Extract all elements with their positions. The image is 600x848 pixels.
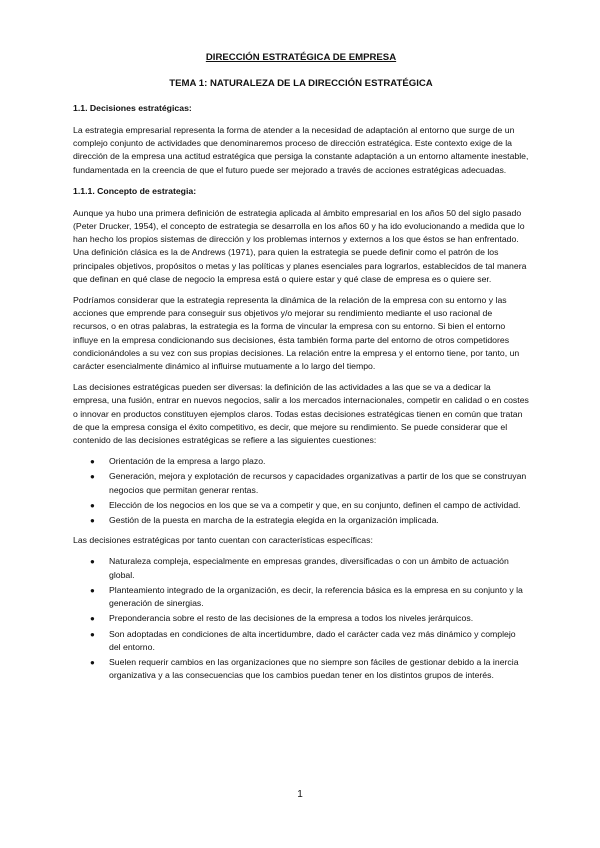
document-title: DIRECCIÓN ESTRATÉGICA DE EMPRESA — [205, 52, 397, 63]
concept-paragraph-2: Podríamos considerar que la estrategia representa la dinámica de la relación de la empresa con su entorno y las acciones que emprende para conseguir sus objetivos y/o mejorar su rendimiento mediante el uso racional de recursos, o en otras palabras, la estrategia es la forma de vincular la empresa con su entorno. Si bien el entorno influye en la empresa condicionando sus decisiones, ésta también forma parte del entorno de otros competidores condicionándoles a su vez con sus propias decisiones. La relación entre la empresa y el entorno tiene, por tanto, un carácter esencialmente dinámico al influirse mutuamente a lo largo del tiempo. — [73, 295, 520, 372]
list-item — [73, 628, 529, 654]
bullet-icon: ● — [90, 516, 95, 526]
document-page — [73, 52, 529, 689]
list-item-text: Preponderancia sobre el resto de las decisiones de la empresa a todos los niveles jerárquicos. — [109, 613, 474, 624]
concept-paragraph-3: Las decisiones estratégicas pueden ser diversas: la definición de las actividades a las que se va a dedicar la empresa, una fusión, entrar en nuevos negocios, salir a los mercados internacionales, competir en calidad o en costes o innovar en productos constituyen ejemplos claros. Todas estas decisiones estratégicas tienen en común que tratan de que la empresa consiga el éxito competitivo, es decir, que mejore su rendimiento. Se puede considerar que el contenido de las decisiones estratégicas se refiere a las siguientes cuestiones: — [73, 382, 529, 446]
document-subtitle: TEMA 1: NATURALEZA DE LA DIRECCIÓN ESTRATÉGICA — [169, 78, 433, 89]
list-item — [73, 455, 529, 468]
list-item-text: Naturaleza compleja, especialmente en empresas grandes, diversificadas o con un ámbito de actuación global. — [109, 556, 509, 580]
section-heading-1-1: 1.1. Decisiones estratégicas: — [73, 103, 192, 113]
bullet-icon: ● — [90, 614, 95, 624]
bullet-icon: ● — [90, 585, 95, 595]
list-item — [73, 584, 529, 610]
bullet-icon: ● — [90, 629, 95, 639]
bullet-icon: ● — [90, 472, 95, 482]
list-item-text: Gestión de la puesta en marcha de la estrategia elegida en la organización implicada. — [109, 515, 439, 526]
list-item — [73, 514, 529, 527]
list-item-text: Orientación de la empresa a largo plazo. — [109, 456, 266, 467]
list-item-text: Planteamiento integrado de la organización, es decir, la referencia básica es la empresa en su conjunto y la generación de sinergias. — [109, 584, 523, 609]
list-item-text: Son adoptadas en condiciones de alta incertidumbre, dado el carácter cada vez más dinámico y complejo del entorno. — [109, 628, 516, 652]
decision-content-list — [73, 455, 529, 527]
characteristics-list — [73, 555, 529, 682]
bullet-icon: ● — [90, 500, 95, 510]
page-number: 1 — [297, 789, 303, 800]
section-1-1-paragraph: La estrategia empresarial representa la forma de atender a la necesidad de adaptación al entorno que surge de un complejo conjunto de actividades que denominaremos proceso de dirección estratégica. Este contexto exige de la dirección de la empresa una actitud estratégica que persiga la constante adaptación a un entorno altamente inestable, fundamentada en la creencia de que el futuro puede ser mejorado a través de acciones estratégicas adecuadas. — [73, 125, 529, 175]
list-item — [73, 656, 529, 682]
list-item — [73, 499, 529, 512]
concept-paragraph-1: Aunque ya hubo una primera definición de estrategia aplicada al ámbito empresarial en los años 50 del siglo pasado (Peter Drucker, 1954), el concepto de estrategia se desarrolla en los años 60 y ha ido evolucionando a medida que lo han hecho los propios sistemas de dirección y los problemas internos y externos a los que éstos se han enfrentado. Una definición clásica es la de Andrews (1971), para quien la estrategia se puede definir como el patrón de los principales objetivos, propósitos o metas y las políticas y planes esenciales para lograrlos, establecidos de tal manera que definan en qué clase de negocio la empresa está o quiere estar y qué clase de empresa es o quiere ser. — [73, 207, 527, 284]
list-item — [73, 470, 529, 496]
list-item-text: Generación, mejora y explotación de recursos y capacidades organizativas a partir de los que se construyan negocios que permitan generar rentas. — [109, 471, 527, 495]
bullet-icon: ● — [90, 457, 95, 467]
list-item-text: Suelen requerir cambios en las organizaciones que no siempre son fáciles de gestionar debido a la inercia organizativa y a las consecuencias que los cambios puedan tener en los distintos grupos de interés. — [109, 656, 519, 681]
list-item — [73, 555, 529, 581]
bullet-icon: ● — [90, 657, 95, 667]
section-heading-1-1-1: 1.1.1. Concepto de estrategia: — [73, 185, 197, 196]
characteristics-intro: Las decisiones estratégicas por tanto cuentan con características específicas: — [73, 535, 373, 546]
list-item — [73, 612, 529, 625]
list-item-text: Elección de los negocios en los que se va a competir y que, en su conjunto, definen el campo de actividad. — [109, 499, 521, 510]
bullet-icon: ● — [90, 557, 95, 567]
